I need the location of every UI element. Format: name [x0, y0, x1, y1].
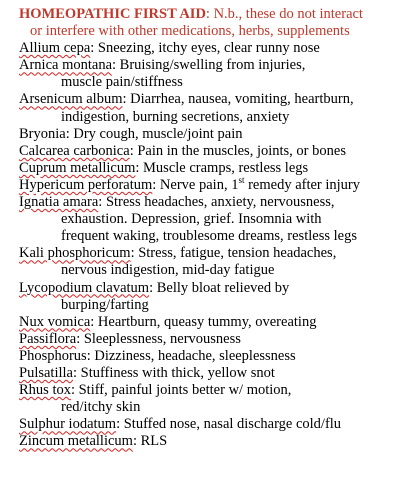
- remedy-entry: [19, 348, 397, 365]
- remedy-name: Calcarea carbonica: [19, 142, 130, 159]
- remedy-name: Nux vomica: [19, 313, 91, 330]
- remedy-description: : Stuffed nose, nasal discharge cold/flu: [116, 416, 342, 433]
- remedy-name: Lycopodium clavatum: [19, 279, 150, 296]
- header-line-1: [19, 6, 397, 23]
- remedy-name: Ignatia amara: [19, 194, 99, 211]
- remedy-description: : Sneezing, itchy eyes, clear runny nose: [90, 40, 320, 57]
- ordinal-suffix: st: [238, 175, 245, 186]
- remedy-description: : Dizziness, headache, sleeplessness: [86, 347, 296, 364]
- remedy-name: Cuprum metallicum: [19, 159, 136, 176]
- remedy-name: Allium cepa: [19, 40, 91, 57]
- remedy-entry: [19, 433, 397, 450]
- remedy-description: : Heartburn, queasy tummy, overeating: [90, 313, 317, 330]
- remedy-description-continued: red/itchy skin: [61, 399, 141, 416]
- remedy-entry: [19, 280, 397, 314]
- remedy-name: Rhus tox: [19, 382, 71, 399]
- remedy-entry: [19, 177, 397, 194]
- remedy-entry: [19, 160, 397, 177]
- header-note-continued: or interfere with other medications, herbs, supplements: [30, 23, 350, 40]
- remedy-entry: [19, 245, 397, 279]
- remedy-entry: [19, 365, 397, 382]
- page-title: HOMEOPATHIC FIRST AID: [19, 6, 206, 22]
- remedy-name: Kali phosphoricum: [19, 245, 131, 262]
- remedy-description: : RLS: [132, 433, 168, 450]
- remedy-description-tail: remedy after injury: [244, 176, 361, 193]
- remedy-description-continued: muscle pain/stiffness: [61, 74, 183, 91]
- remedy-description-continued: nervous indigestion, mid-day fatigue: [61, 262, 275, 279]
- remedy-entry: [19, 91, 397, 125]
- remedy-description: : Stress headaches, anxiety, nervousness,: [98, 194, 335, 211]
- remedy-description: : Pain in the muscles, joints, or bones: [129, 142, 346, 159]
- remedy-description: : Muscle cramps, restless legs: [135, 159, 309, 176]
- remedy-name: Zincum metallicum: [19, 433, 133, 450]
- remedy-entry: [19, 314, 397, 331]
- remedy-entry: [19, 331, 397, 348]
- remedy-name: Arnica montana: [19, 57, 113, 74]
- remedy-description-continued: burping/farting: [61, 296, 149, 313]
- remedy-description: : Belly bloat relieved by: [149, 279, 290, 296]
- remedy-entry: [19, 57, 397, 91]
- remedy-description: : Stuffiness with thick, yellow snot: [72, 364, 275, 381]
- remedy-description: : Sleeplessness, nervousness: [76, 330, 241, 347]
- remedy-name: Phosphorus: [19, 347, 87, 364]
- header-note: : N.b., these do not interact: [205, 6, 363, 22]
- remedy-name: Bryonia: [19, 125, 66, 142]
- remedy-description: : Nerve pain, 1: [152, 176, 239, 193]
- remedy-description-continued: indigestion, burning secretions, anxiety: [61, 108, 290, 125]
- remedy-name: Pulsatilla: [19, 364, 73, 381]
- remedy-name: Arsenicum album: [19, 91, 123, 108]
- remedy-name: Sulphur iodatum: [19, 416, 117, 433]
- remedy-entry: [19, 194, 397, 245]
- remedy-description: : Stress, fatigue, tension headaches,: [130, 245, 337, 262]
- remedy-description: : Stiff, painful joints better w/ motion,: [70, 382, 292, 399]
- remedy-description-continued: frequent waking, troublesome dreams, restless legs: [61, 228, 357, 245]
- remedy-name: Hypericum perforatum: [19, 176, 153, 193]
- remedy-name: Passiflora: [19, 330, 77, 347]
- remedy-entry: [19, 416, 397, 433]
- remedy-description: : Bruising/swelling from injuries,: [112, 57, 306, 74]
- remedy-entry: [19, 126, 397, 143]
- remedy-description-continued: exhaustion. Depression, grief. Insomnia with: [61, 211, 322, 228]
- remedy-entry: [19, 382, 397, 416]
- remedy-description: : Diarrhea, nausea, vomiting, heartburn,: [122, 91, 354, 108]
- header-block: [19, 6, 397, 40]
- remedy-entry: [19, 40, 397, 57]
- remedy-entry: [19, 143, 397, 160]
- remedy-description: : Dry cough, muscle/joint pain: [65, 125, 243, 142]
